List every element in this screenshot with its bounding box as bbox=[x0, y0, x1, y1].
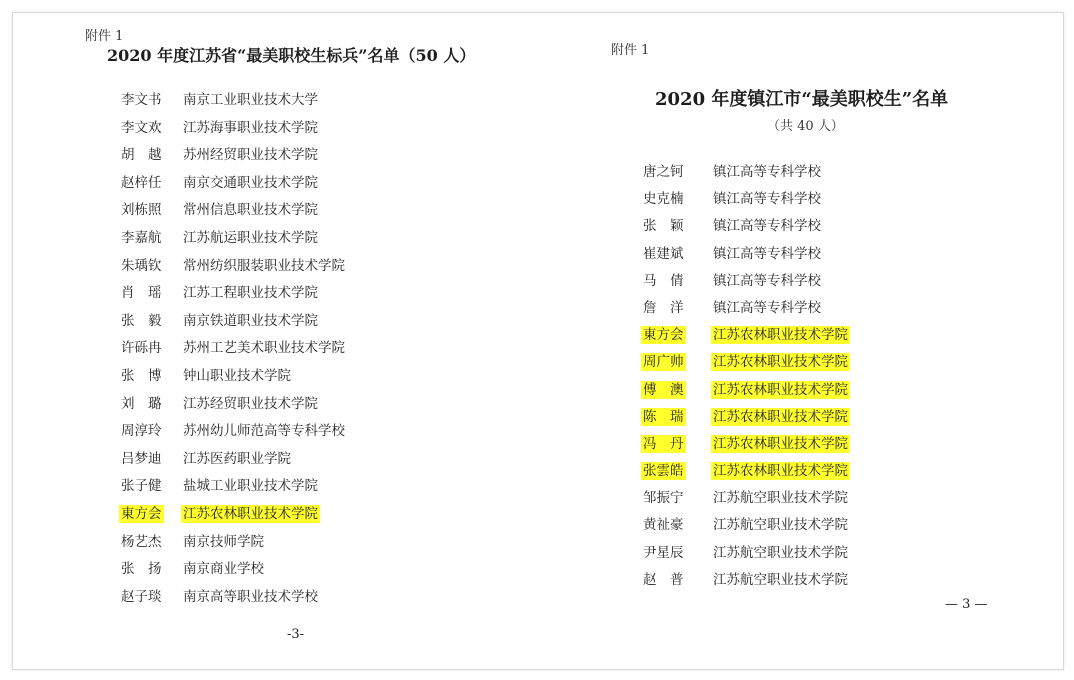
person-name: 胡 越 bbox=[121, 147, 162, 164]
school-name: 镇江高等专科学校 bbox=[713, 218, 821, 235]
list-item bbox=[105, 501, 545, 529]
person-name: 马 倩 bbox=[643, 272, 684, 289]
school-name: 江苏医药职业学院 bbox=[183, 450, 291, 467]
school-name: 钟山职业技术学院 bbox=[183, 367, 291, 384]
list-item bbox=[105, 225, 545, 253]
school-name: 苏州幼儿师范高等专科学校 bbox=[183, 423, 345, 440]
school-name: 南京商业学校 bbox=[183, 561, 264, 578]
school-name: 江苏农林职业技术学院 bbox=[713, 327, 848, 344]
school-name: 江苏农林职业技术学院 bbox=[713, 435, 848, 452]
school-name: 江苏航空职业技术学院 bbox=[713, 571, 848, 588]
list-item bbox=[627, 485, 1027, 512]
school-name: 江苏航运职业技术学院 bbox=[183, 229, 318, 246]
list-item bbox=[627, 349, 1027, 376]
list-item bbox=[105, 418, 545, 446]
school-name: 江苏农林职业技术学院 bbox=[713, 381, 848, 398]
school-name: 常州纺织服装职业技术学院 bbox=[183, 257, 345, 274]
person-name: 杨艺杰 bbox=[121, 533, 162, 550]
list-item bbox=[627, 159, 1027, 186]
list-item bbox=[627, 295, 1027, 322]
list-item bbox=[627, 458, 1027, 485]
list-item bbox=[627, 186, 1027, 213]
list-item bbox=[105, 529, 545, 557]
list-item bbox=[105, 142, 545, 170]
page-number: — 3 — bbox=[945, 597, 988, 612]
person-name: 张 颖 bbox=[643, 218, 684, 235]
school-name: 江苏农林职业技术学院 bbox=[183, 505, 318, 522]
school-name: 南京技师学院 bbox=[183, 533, 264, 550]
list-item bbox=[627, 241, 1027, 268]
list-item bbox=[105, 446, 545, 474]
list-item bbox=[627, 567, 1027, 594]
school-name: 镇江高等专科学校 bbox=[713, 164, 821, 180]
list-item bbox=[105, 197, 545, 225]
person-name: 赵子琰 bbox=[121, 588, 162, 605]
school-name: 南京工业职业技术大学 bbox=[183, 92, 318, 108]
person-name: 刘 璐 bbox=[121, 395, 162, 412]
person-name: 陈 瑞 bbox=[643, 408, 684, 425]
person-name: 尹星辰 bbox=[643, 544, 684, 561]
school-name: 苏州工艺美术职业技术学院 bbox=[183, 340, 345, 357]
attachment-label: 附件 1 bbox=[611, 43, 650, 58]
school-name: 江苏农林职业技术学院 bbox=[713, 408, 848, 425]
person-name: 张 扬 bbox=[121, 561, 162, 578]
person-name: 邹振宁 bbox=[643, 490, 684, 507]
person-name: 李嘉航 bbox=[121, 229, 162, 246]
school-name: 苏州经贸职业技术学院 bbox=[183, 147, 318, 164]
list-item bbox=[105, 391, 545, 419]
school-name: 盐城工业职业技术学院 bbox=[183, 478, 318, 495]
page-subtitle: （共 40 人） bbox=[767, 119, 844, 134]
school-name: 南京铁道职业技术学院 bbox=[183, 312, 318, 329]
school-name: 江苏农林职业技术学院 bbox=[713, 463, 848, 480]
person-name: 许砾冉 bbox=[121, 340, 162, 357]
page-title: 2020 年度江苏省“最美职校生标兵”名单（50 人） bbox=[107, 46, 476, 65]
person-name: 刘栋照 bbox=[121, 202, 162, 219]
person-name: 周淳玲 bbox=[121, 423, 162, 440]
school-name: 江苏经贸职业技术学院 bbox=[183, 395, 318, 412]
list-item bbox=[627, 540, 1027, 567]
person-name: 史克楠 bbox=[643, 191, 684, 208]
school-name: 江苏海事职业技术学院 bbox=[183, 119, 318, 136]
document-frame bbox=[12, 12, 1064, 670]
person-name: 傅 澳 bbox=[643, 381, 684, 398]
list-item bbox=[105, 556, 545, 584]
person-name: 周广帅 bbox=[643, 354, 684, 371]
school-name: 南京交通职业技术学院 bbox=[183, 174, 318, 191]
list-item bbox=[105, 170, 545, 198]
list-item bbox=[105, 335, 545, 363]
person-name: 李文欢 bbox=[121, 119, 162, 136]
list-item bbox=[105, 253, 545, 281]
list-item bbox=[627, 431, 1027, 458]
school-name: 江苏航空职业技术学院 bbox=[713, 490, 848, 507]
list-item bbox=[105, 473, 545, 501]
school-name: 镇江高等专科学校 bbox=[713, 245, 821, 262]
list-item bbox=[627, 213, 1027, 240]
school-name: 镇江高等专科学校 bbox=[713, 191, 821, 208]
list-item bbox=[627, 377, 1027, 404]
person-name: 崔建斌 bbox=[643, 245, 684, 262]
name-list bbox=[105, 87, 545, 611]
person-name: 冯 丹 bbox=[643, 435, 684, 452]
list-item bbox=[627, 404, 1027, 431]
school-name: 镇江高等专科学校 bbox=[713, 299, 821, 316]
school-name: 江苏航空职业技术学院 bbox=[713, 544, 848, 561]
list-item bbox=[627, 512, 1027, 539]
attachment-label: 附件 1 bbox=[85, 29, 124, 44]
list-item bbox=[105, 584, 545, 612]
person-name: 肖 瑶 bbox=[121, 285, 162, 302]
person-name: 吕梦迪 bbox=[121, 450, 162, 467]
list-item bbox=[105, 280, 545, 308]
school-name: 镇江高等专科学校 bbox=[713, 272, 821, 289]
person-name: 黄祉豪 bbox=[643, 517, 684, 534]
right-page bbox=[611, 13, 1031, 669]
list-item bbox=[627, 322, 1027, 349]
school-name: 常州信息职业技术学院 bbox=[183, 202, 318, 219]
person-name: 张 毅 bbox=[121, 312, 162, 329]
list-item bbox=[105, 115, 545, 143]
page-number: -3- bbox=[287, 627, 305, 642]
person-name: 张子健 bbox=[121, 478, 162, 495]
list-item bbox=[105, 363, 545, 391]
left-page bbox=[85, 13, 555, 669]
person-name: 東方会 bbox=[121, 505, 162, 522]
list-item bbox=[105, 308, 545, 336]
person-name: 赵梓任 bbox=[121, 174, 162, 191]
name-list bbox=[627, 159, 1027, 594]
person-name: 唐之钶 bbox=[643, 164, 684, 180]
person-name: 東方会 bbox=[643, 327, 684, 344]
person-name: 李文书 bbox=[121, 92, 162, 108]
school-name: 江苏工程职业技术学院 bbox=[183, 285, 318, 302]
school-name: 江苏农林职业技术学院 bbox=[713, 354, 848, 371]
person-name: 张 博 bbox=[121, 367, 162, 384]
list-item bbox=[627, 268, 1027, 295]
page-title: 2020 年度镇江市“最美职校生”名单 bbox=[655, 89, 949, 110]
person-name: 詹 洋 bbox=[643, 299, 684, 316]
school-name: 江苏航空职业技术学院 bbox=[713, 517, 848, 534]
person-name: 张雲皓 bbox=[643, 463, 684, 480]
school-name: 南京高等职业技术学校 bbox=[183, 588, 318, 605]
person-name: 朱瑀钦 bbox=[121, 257, 162, 274]
person-name: 赵 普 bbox=[643, 571, 684, 588]
list-item bbox=[105, 87, 545, 115]
